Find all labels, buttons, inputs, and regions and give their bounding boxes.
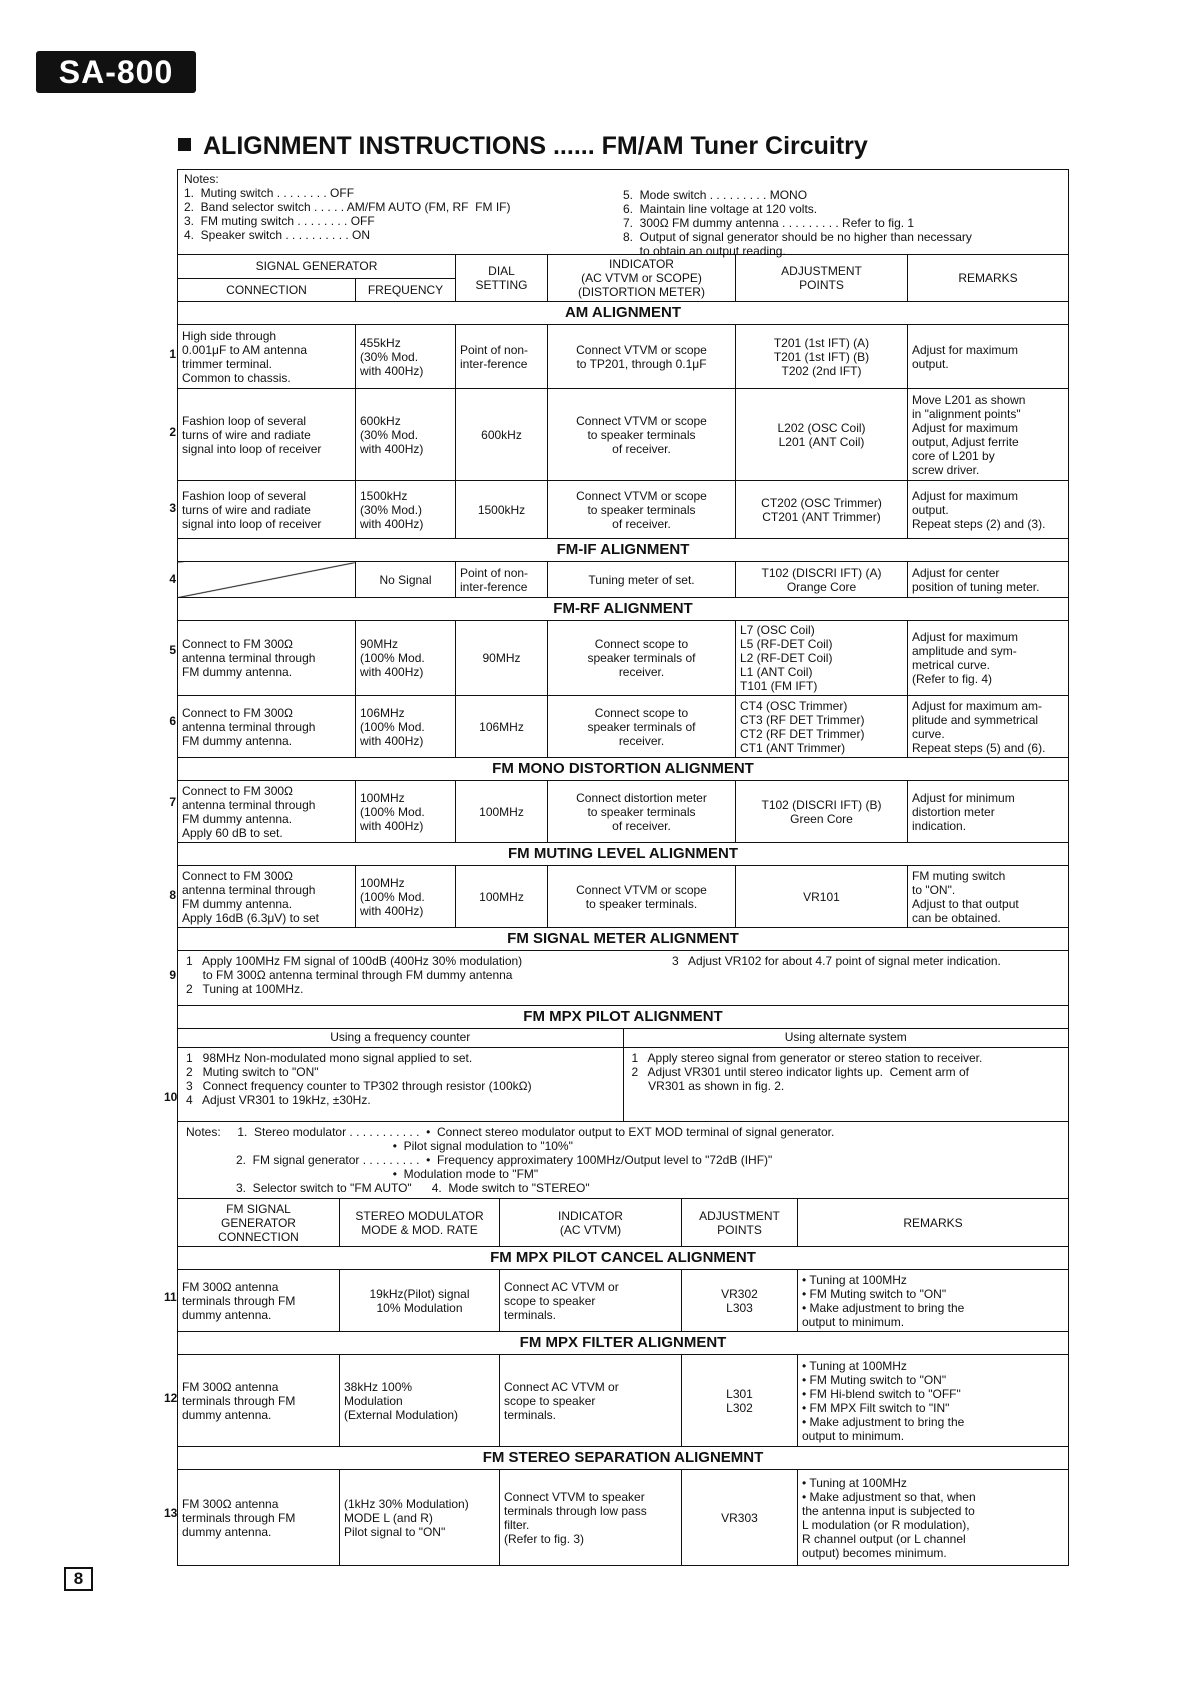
row-number: 12 — [164, 1391, 178, 1405]
meter-block — [169, 950, 1069, 1006]
table-row — [178, 1270, 1069, 1332]
cell-modulation: (1kHz 30% Modulation) MODE L (and R) Pilot signal to "ON" — [340, 1470, 500, 1566]
mpx-header-adjustment: ADJUSTMENT POINTS — [682, 1199, 798, 1247]
cell-remarks: • Tuning at 100MHz • FM Muting switch to "ON" • FM Hi-blend switch to "OFF" • FM MPX Filt switch to "IN" • Make adjustment to bring the output to minimum. — [798, 1355, 1069, 1447]
mpx-header-modulator: STEREO MODULATOR MODE & MOD. RATE — [340, 1199, 500, 1247]
cell-indicator: Connect VTVM to speaker terminals through low pass filter. (Refer to fig. 3) — [500, 1470, 682, 1566]
cell-modulation: 38kHz 100% Modulation (External Modulation) — [340, 1355, 500, 1447]
table-row — [178, 781, 1069, 843]
cell-adjustment: VR303 — [682, 1470, 798, 1566]
cell-dial: 100MHz — [456, 866, 548, 928]
header-indicator: INDICATOR (AC VTVM or SCOPE) (DISTORTION METER) — [548, 255, 736, 302]
mono-table — [169, 780, 1069, 843]
pilot-right-title: Using alternate system — [624, 1029, 1069, 1048]
page-number: 8 — [64, 1567, 93, 1591]
cell-indicator: Connect AC VTVM or scope to speaker terminals. — [500, 1270, 682, 1332]
row-number: 2 — [169, 425, 176, 439]
row-number: 10 — [164, 1090, 178, 1104]
pilot-right-steps: 1 Apply stereo signal from generator or stereo station to receiver. 2 Adjust VR301 until stereo indicator lights up. Cement arm of VR301 as shown in fig. 2. — [631, 1050, 983, 1093]
cell-frequency: 100MHz (100% Mod. with 400Hz) — [356, 866, 456, 928]
row-number: 9 — [169, 968, 176, 982]
cell-dial: 600kHz — [456, 389, 548, 481]
section-fm-meter: FM SIGNAL METER ALIGNMENT — [177, 927, 1069, 951]
section-fm-if: FM-IF ALIGNMENT — [177, 538, 1069, 562]
cell-frequency: No Signal — [356, 562, 456, 598]
pilot-block — [164, 1028, 1069, 1199]
cell-indicator: Connect scope to speaker terminals of receiver. — [548, 621, 736, 696]
page-title — [178, 132, 868, 161]
cell-frequency: 100MHz (100% Mod. with 400Hz) — [356, 781, 456, 843]
cell-adjustment: T102 (DISCRI IFT) (A) Orange Core — [736, 562, 908, 598]
bullet-square-icon — [178, 138, 191, 151]
cell-adjustment: VR101 — [736, 866, 908, 928]
header-dial: DIAL SETTING — [456, 255, 548, 302]
column-header — [177, 254, 1069, 302]
row-number: 13 — [164, 1506, 178, 1520]
header-signal-generator: SIGNAL GENERATOR — [178, 255, 456, 279]
row-number: 11 — [164, 1290, 177, 1304]
cell-remarks: • Tuning at 100MHz • FM Muting switch to "ON" • Make adjustment to bring the output to minimum. — [798, 1270, 1069, 1332]
cancel-table — [164, 1269, 1069, 1332]
header-frequency: FREQUENCY — [356, 278, 456, 302]
section-stereo-separation: FM STEREO SEPARATION ALIGNEMNT — [177, 1446, 1069, 1470]
alignment-sheet — [164, 170, 1069, 1566]
am-table — [169, 324, 1069, 539]
cell-remarks: Move L201 as shown in "alignment points" Adjust for maximum output, Adjust ferrite core of L201 by screw driver. — [908, 389, 1069, 481]
section-mpx-filter: FM MPX FILTER ALIGNMENT — [177, 1331, 1069, 1355]
cell-connection: High side through 0.001μF to AM antenna trimmer terminal. Common to chassis. — [182, 328, 307, 385]
cell-remarks: Adjust for maximum am- plitude and symmetrical curve. Repeat steps (5) and (6). — [908, 696, 1069, 758]
mpx-header-generator: FM SIGNAL GENERATOR CONNECTION — [178, 1199, 340, 1247]
cell-frequency: 90MHz (100% Mod. with 400Hz) — [356, 621, 456, 696]
row-number: 1 — [169, 347, 176, 361]
row-number: 4 — [169, 572, 176, 586]
cell-adjustment: CT4 (OSC Trimmer) CT3 (RF DET Trimmer) CT2 (RF DET Trimmer) CT1 (ANT Trimmer) — [736, 696, 908, 758]
table-row — [178, 1470, 1069, 1566]
cell-remarks: Adjust for center position of tuning meter. — [908, 562, 1069, 598]
cell-modulation: 19kHz(Pilot) signal 10% Modulation — [340, 1270, 500, 1332]
meter-steps-left: 1 Apply 100MHz FM signal of 100dB (400Hz 30% modulation) to FM 300Ω antenna terminal through FM dummy antenna 2 Tuning at 100MHz. — [186, 954, 523, 996]
table-row — [178, 389, 1069, 481]
row-number: 3 — [169, 501, 176, 515]
cell-indicator: Connect AC VTVM or scope to speaker terminals. — [500, 1355, 682, 1447]
general-notes — [177, 169, 1069, 258]
pilot-notes: Notes: 1. Stereo modulator . . . . . . . . . . . • Connect stereo modulator output to EXT MOD terminal of signal generator. • Pilot signal modulation to "10%" 2. FM signal generator . . . . . . . . . • Frequency approximatery 100MHz/Output level to "72dB (IHF)" • Modulation mode to "FM" 3. Selector switch to "FM AUTO" 4. Mode switch to "STEREO" — [186, 1125, 835, 1195]
section-am: AM ALIGNMENT — [177, 301, 1069, 325]
cell-connection: FM 300Ω antenna terminals through FM dummy antenna. — [182, 1279, 296, 1322]
pilot-left-steps: 1 98MHz Non-modulated mono signal applied to set. 2 Muting switch to "ON" 3 Connect frequency counter to TP302 through resistor (100kΩ) 4 Adjust VR301 to 19kHz, ±30Hz. — [186, 1050, 532, 1107]
cell-dial: 1500kHz — [456, 481, 548, 539]
cell-connection: Fashion loop of several turns of wire and radiate signal into loop of receiver — [182, 488, 322, 531]
cell-adjustment: CT202 (OSC Trimmer) CT201 (ANT Trimmer) — [736, 481, 908, 539]
cell-frequency: 1500kHz (30% Mod.) with 400Hz) — [356, 481, 456, 539]
cell-adjustment: T102 (DISCRI IFT) (B) Green Core — [736, 781, 908, 843]
table-row — [178, 621, 1069, 696]
mpx-header-remarks: REMARKS — [798, 1199, 1069, 1247]
section-fm-mono: FM MONO DISTORTION ALIGNMENT — [177, 757, 1069, 781]
row-number: 5 — [169, 643, 176, 657]
cell-remarks: Adjust for minimum distortion meter indication. — [908, 781, 1069, 843]
section-pilot-cancel: FM MPX PILOT CANCEL ALIGNMENT — [177, 1246, 1069, 1270]
row-number: 8 — [169, 888, 176, 902]
mpx-header — [177, 1198, 1069, 1247]
table-row — [178, 562, 1069, 598]
table-row — [178, 481, 1069, 539]
page-title-text: ALIGNMENT INSTRUCTIONS ...... FM/AM Tuner Circuitry — [203, 132, 868, 160]
stereo-table — [164, 1469, 1069, 1566]
cell-remarks: • Tuning at 100MHz • Make adjustment so that, when the antenna input is subjected to L modulation (or R modulation), R channel output (or L channel output) becomes minimum. — [798, 1470, 1069, 1566]
cell-remarks: FM muting switch to "ON". Adjust to that output can be obtained. — [908, 866, 1069, 928]
cell-frequency: 600kHz (30% Mod. with 400Hz) — [356, 389, 456, 481]
cell-dial: Point of non- inter-ference — [456, 325, 548, 389]
table-row — [178, 325, 1069, 389]
cell-indicator: Connect distortion meter to speaker terminals of receiver. — [548, 781, 736, 843]
cell-indicator: Tuning meter of set. — [548, 562, 736, 598]
cell-frequency: 455kHz (30% Mod. with 400Hz) — [356, 325, 456, 389]
cell-indicator: Connect scope to speaker terminals of receiver. — [548, 696, 736, 758]
header-remarks: REMARKS — [908, 255, 1069, 302]
cell-connection: Connect to FM 300Ω antenna terminal through FM dummy antenna. Apply 60 dB to set. — [182, 783, 316, 840]
cell-adjustment: VR302 L303 — [682, 1270, 798, 1332]
cell-adjustment: T201 (1st IFT) (A) T201 (1st IFT) (B) T202 (2nd IFT) — [736, 325, 908, 389]
cell-connection-empty — [169, 562, 356, 598]
section-fm-muting: FM MUTING LEVEL ALIGNMENT — [177, 842, 1069, 866]
cell-adjustment: L7 (OSC Coil) L5 (RF-DET Coil) L2 (RF-DET Coil) L1 (ANT Coil) T101 (FM IFT) — [736, 621, 908, 696]
row-number: 6 — [169, 714, 176, 728]
pilot-left-title: Using a frequency counter — [178, 1029, 623, 1048]
cell-dial: Point of non- inter-ference — [456, 562, 548, 598]
cell-indicator: Connect VTVM or scope to TP201, through 0.1μF — [548, 325, 736, 389]
notes-right: 5. Mode switch . . . . . . . . . MONO 6. Maintain line voltage at 120 volts. 7. 300Ω FM dummy antenna . . . . . . . . . Refer to fig. 1 8. Output of signal generator should be no higher than necessary to obtain an output reading. — [623, 188, 972, 258]
cell-adjustment: L301 L302 — [682, 1355, 798, 1447]
cell-dial: 106MHz — [456, 696, 548, 758]
meter-steps-right: 3 Adjust VR102 for about 4.7 point of signal meter indication. — [672, 954, 1001, 968]
filter-table — [164, 1354, 1069, 1447]
table-row — [178, 1355, 1069, 1447]
cell-connection: Connect to FM 300Ω antenna terminal through FM dummy antenna. — [182, 637, 316, 679]
cell-indicator: Connect VTVM or scope to speaker terminals of receiver. — [548, 389, 736, 481]
cell-dial: 100MHz — [456, 781, 548, 843]
muting-table — [169, 865, 1069, 928]
cell-remarks: Adjust for maximum amplitude and sym- metrical curve. (Refer to fig. 4) — [908, 621, 1069, 696]
cell-frequency: 106MHz (100% Mod. with 400Hz) — [356, 696, 456, 758]
fmrf-table — [169, 620, 1069, 758]
cell-connection: Connect to FM 300Ω antenna terminal through FM dummy antenna. Apply 16dB (6.3μV) to set — [182, 868, 319, 925]
table-row — [178, 866, 1069, 928]
section-fm-rf: FM-RF ALIGNMENT — [177, 597, 1069, 621]
header-connection: CONNECTION — [178, 278, 356, 302]
cell-connection: FM 300Ω antenna terminals through FM dummy antenna. — [182, 1379, 296, 1422]
cell-dial: 90MHz — [456, 621, 548, 696]
cell-connection: FM 300Ω antenna terminals through FM dummy antenna. — [182, 1496, 296, 1539]
section-fm-pilot: FM MPX PILOT ALIGNMENT — [177, 1005, 1069, 1029]
cell-adjustment: L202 (OSC Coil) L201 (ANT Coil) — [736, 389, 908, 481]
cell-remarks: Adjust for maximum output. Repeat steps (2) and (3). — [908, 481, 1069, 539]
notes-left: Notes: 1. Muting switch . . . . . . . . OFF 2. Band selector switch . . . . . AM/FM AUTO (FM, RF FM IF) 3. FM muting switch . . . . . . . . OFF 4. Speaker switch . . . . . . . . . . ON — [184, 172, 511, 242]
cell-connection: Fashion loop of several turns of wire and radiate signal into loop of receiver — [182, 413, 322, 456]
row-number: 7 — [169, 795, 176, 809]
cell-remarks: Adjust for maximum output. — [908, 325, 1069, 389]
cell-indicator: Connect VTVM or scope to speaker terminals. — [548, 866, 736, 928]
cell-connection: Connect to FM 300Ω antenna terminal through FM dummy antenna. — [182, 705, 316, 748]
mpx-header-indicator: INDICATOR (AC VTVM) — [500, 1199, 682, 1247]
fmif-table — [169, 561, 1069, 598]
header-adjustment: ADJUSTMENT POINTS — [736, 255, 908, 302]
table-row — [178, 696, 1069, 758]
model-badge: SA-800 — [36, 51, 196, 93]
cell-indicator: Connect VTVM or scope to speaker terminals of receiver. — [548, 481, 736, 539]
